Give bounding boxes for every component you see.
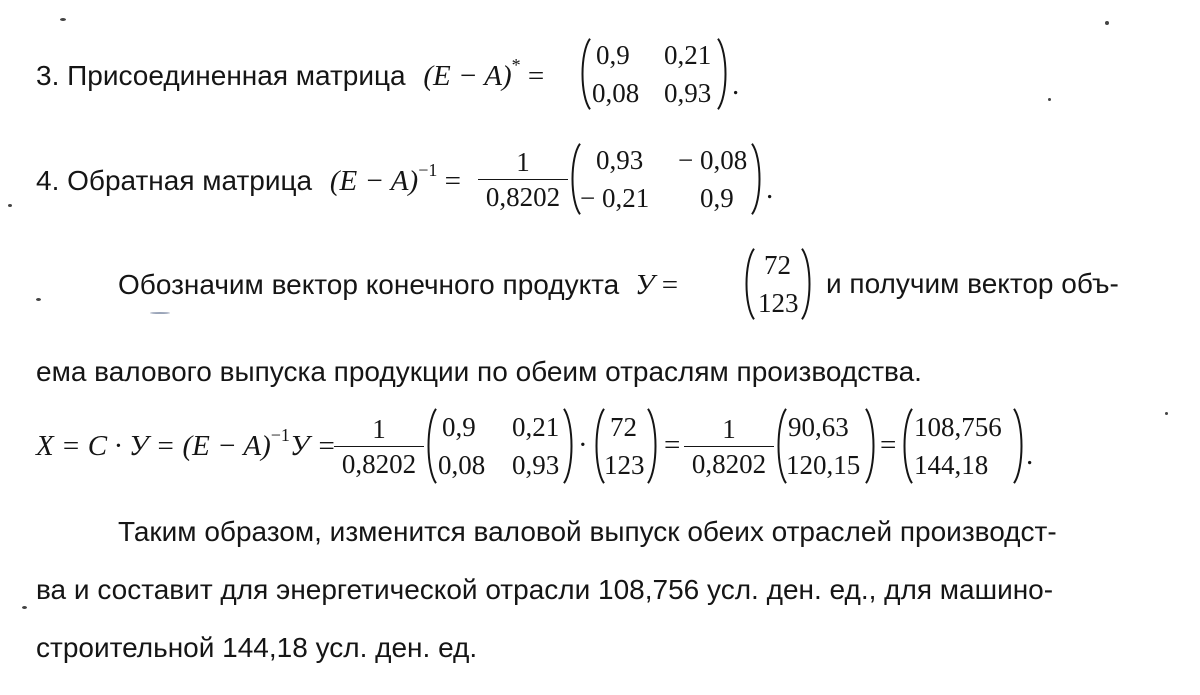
matrix-cell: 0,93: [664, 78, 712, 108]
step4-period: .: [766, 173, 774, 205]
step3-period: .: [732, 69, 740, 101]
scan-speck: [1165, 412, 1168, 415]
matrix-cell: 0,08: [592, 78, 640, 108]
step3-label: 3. Присоединенная матрица: [36, 60, 406, 91]
vector-cell: 108,756: [914, 412, 1002, 442]
step4-matrix: [568, 143, 764, 215]
matrix-cell: 0,9: [700, 183, 734, 213]
vector-cell: 72: [764, 250, 791, 280]
matrix-cell: 0,21: [664, 40, 712, 70]
step4-line: [36, 160, 461, 204]
scan-speck: [36, 298, 41, 301]
matrix-cell: − 0,08: [678, 145, 748, 175]
main-vector: [592, 408, 660, 484]
step4-label: 4. Обратная матрица: [36, 165, 313, 196]
main-fraction-2: [684, 412, 774, 481]
main-formula-lhs: $X = C \cdot У = (E - A)^{-1}У$ =: [36, 425, 337, 462]
left-paren: [578, 38, 592, 110]
step4-expr: $(E - A)^{-1}$ =: [329, 160, 461, 197]
right-paren: [864, 408, 878, 484]
conclusion-line2: ва и составит для энергетической отрасли 108,756 усл. ден. ед., для машино-: [36, 574, 1054, 605]
matrix-cell: 0,93: [596, 145, 644, 175]
para1-vector: [742, 248, 814, 320]
fraction-denominator: 0,8202: [341, 449, 417, 479]
right-paren: [1012, 408, 1026, 484]
main-fraction-1: [334, 412, 424, 481]
fraction-numerator: 1: [722, 414, 736, 444]
product-vector: [774, 408, 878, 484]
vector-cell: 123: [758, 288, 799, 318]
step3-line: [36, 55, 544, 99]
result-vector: [900, 408, 1026, 484]
right-paren: [716, 38, 730, 110]
para1-text-a: Обозначим вектор конечного продукта: [118, 269, 620, 300]
matrix-cell: 0,93: [512, 450, 560, 480]
vector-cell: 123: [604, 450, 645, 480]
fraction-denominator: 0,8202: [691, 449, 767, 479]
para1-text-c: ема валового выпуска продукции по обеим отраслям производства.: [36, 356, 922, 387]
fraction-numerator: 1: [372, 414, 386, 444]
matrix-cell: 0,9: [596, 40, 630, 70]
dot-operator: ·: [578, 429, 588, 461]
left-paren: [742, 248, 756, 320]
main-matrix: [424, 408, 576, 484]
vector-cell: 120,15: [786, 450, 861, 480]
scan-speck: [22, 606, 27, 609]
matrix-cell: 0,08: [438, 450, 486, 480]
vector-cell: 90,63: [788, 412, 849, 442]
equals-sign: =: [664, 429, 681, 461]
right-paren: [750, 143, 764, 215]
fraction-numerator: 1: [516, 147, 530, 177]
scan-speck: [1048, 98, 1051, 101]
conclusion-line3: строительной 144,18 усл. ден. ед.: [36, 632, 478, 663]
para1-line1-left: [118, 264, 678, 305]
scan-speck: [1105, 21, 1109, 25]
fraction-denominator: 0,8202: [485, 182, 561, 212]
conclusion-line1: Таким образом, изменится валовой выпуск обеих отраслей производст-: [118, 516, 1057, 547]
formula-period: .: [1026, 439, 1034, 471]
equals-sign: =: [880, 429, 897, 461]
step3-matrix: [578, 38, 730, 110]
matrix-cell: 0,9: [442, 412, 476, 442]
vector-cell: 144,18: [914, 450, 989, 480]
right-paren: [800, 248, 814, 320]
scan-speck: [150, 312, 170, 314]
matrix-cell: 0,21: [512, 412, 560, 442]
scan-speck: [60, 18, 66, 21]
vector-definition: У =: [634, 269, 679, 301]
right-paren: [646, 408, 660, 484]
step4-fraction: [478, 145, 568, 214]
step3-expr: (E − A)* =: [423, 55, 545, 92]
left-paren: [900, 408, 914, 484]
para1-text-b: и получим вектор объ-: [826, 268, 1119, 299]
left-paren: [424, 408, 438, 484]
right-paren: [562, 408, 576, 484]
vector-cell: 72: [610, 412, 637, 442]
matrix-cell: − 0,21: [580, 183, 650, 213]
scan-speck: [8, 204, 12, 207]
